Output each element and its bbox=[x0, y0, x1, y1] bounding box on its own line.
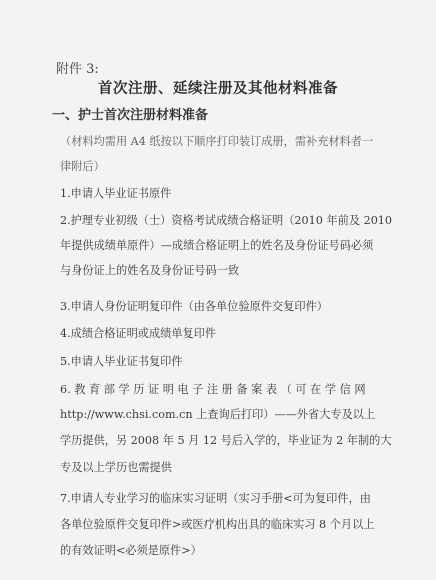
item-1: 1.申请人毕业证书原件 bbox=[60, 187, 172, 200]
item-7-line-2: 各单位验原件交复印件>或医疗机构出具的临床实习 8 个月以上 bbox=[60, 518, 375, 531]
intro-line-2: 律附后） bbox=[60, 160, 105, 173]
item-6-line-4: 专及以上学历也需提供 bbox=[60, 461, 172, 474]
attachment-label: 附件 3: bbox=[56, 62, 99, 77]
document-title: 首次注册、延续注册及其他材料准备 bbox=[98, 80, 338, 97]
intro-line-1: （材料均需用 A4 纸按以下顺序打印装订成册，需补充材料者一 bbox=[60, 135, 374, 148]
item-7-line-1: 7.申请人专业学习的临床实习证明（实习手册<可为复印件，由 bbox=[60, 492, 371, 505]
item-6-line-3: 学历提供，另 2008 年 5 月 12 号后入学的，毕业证为 2 年制的大 bbox=[60, 434, 392, 447]
item-2-line-2: 年提供成绩单原件）—成绩合格证明上的姓名及身份证号码必须 bbox=[60, 239, 374, 252]
item-5: 5.申请人毕业证书复印件 bbox=[60, 355, 183, 368]
item-3: 3.申请人身份证明复印件（由各单位验原件交复印件） bbox=[60, 300, 328, 313]
item-7-line-3: 的有效证明<必须是原件>） bbox=[60, 544, 202, 557]
section-heading: 一、护士首次注册材料准备 bbox=[52, 108, 209, 123]
item-2-line-1: 2.护理专业初级（士）资格考试成绩合格证明（2010 年前及 2010 bbox=[60, 214, 393, 227]
item-6-line-2: http://www.chsi.com.cn 上查询后打印）——外省大专及以上 bbox=[60, 408, 376, 421]
item-2-line-3: 与身份证上的姓名及身份证号码一致 bbox=[60, 264, 240, 277]
item-6-line-1: 6. 教 育 部 学 历 证 明 电 子 注 册 备 案 表 （ 可 在 学 信 网 bbox=[60, 383, 366, 396]
item-4: 4.成绩合格证明或成绩单复印件 bbox=[60, 327, 217, 340]
